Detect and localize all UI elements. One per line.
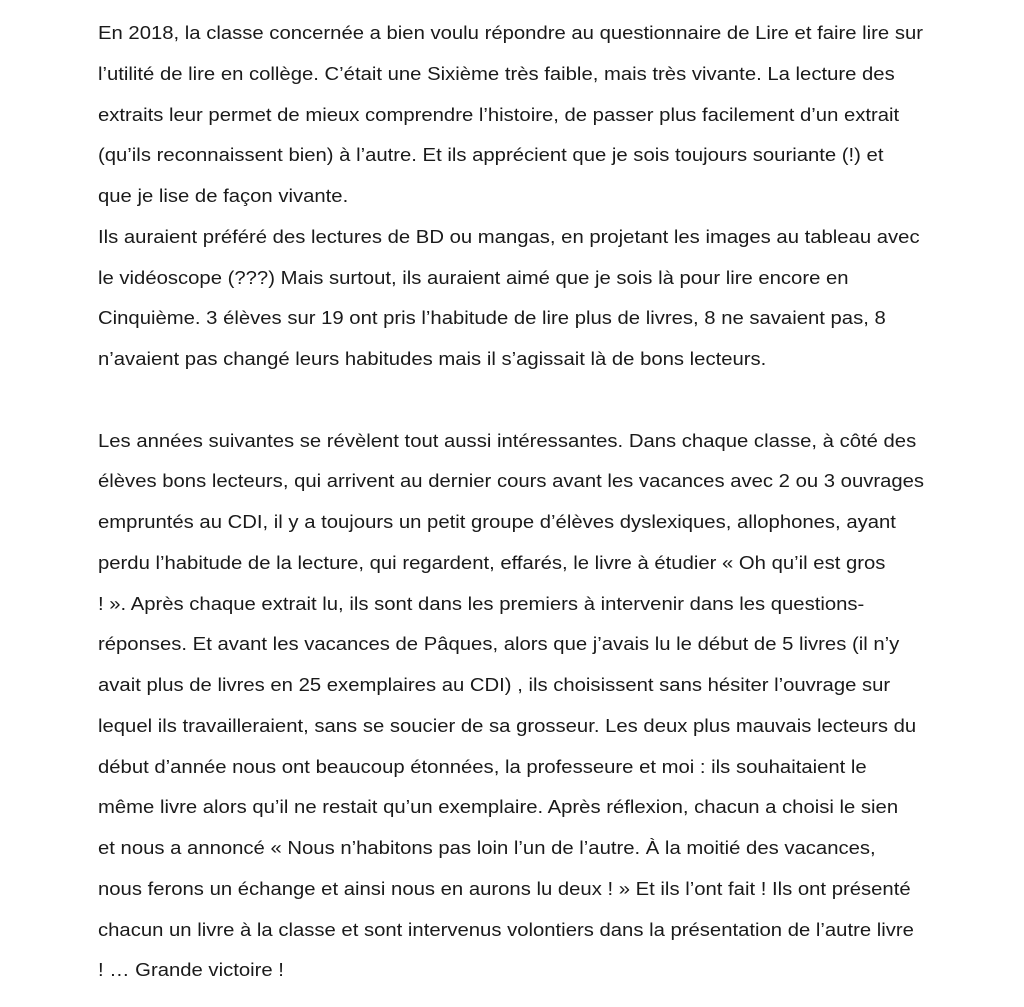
document-body bbox=[98, 13, 1024, 991]
text-line: que je lise de façon vivante. bbox=[98, 185, 349, 206]
text-line: Les années suivantes se révèlent tout aussi intéressantes. Dans chaque classe, à côté des bbox=[98, 429, 917, 451]
paragraph-2018-survey bbox=[98, 13, 1024, 380]
text-line: avait plus de livres en 25 exemplaires au CDI) , ils choisissent sans hésiter l’ouvrage sur bbox=[98, 674, 891, 695]
text-line: Cinquième. 3 élèves sur 19 ont pris l’habitude de lire plus de livres, 8 ne savaient pas, 8 bbox=[98, 307, 886, 329]
text-line: nous ferons un échange et ainsi nous en aurons lu deux ! » Et ils l’ont fait ! Ils ont présenté bbox=[98, 877, 911, 899]
text-line: et nous a annoncé « Nous n’habitons pas loin l’un de l’autre. À la moitié des vacances, bbox=[98, 837, 876, 858]
text-line: En 2018, la classe concernée a bien voulu répondre au questionnaire de Lire et faire lire sur bbox=[98, 22, 924, 43]
text-line: perdu l’habitude de la lecture, qui regardent, effarés, le livre à étudier « Oh qu’il est gros bbox=[98, 551, 886, 573]
text-line: début d’année nous ont beaucoup étonnées, la professeure et moi : ils souhaitaient le bbox=[98, 755, 867, 777]
text-line: empruntés au CDI, il y a toujours un petit groupe d’élèves dyslexiques, allophones, ayant bbox=[98, 511, 896, 532]
text-line: l’utilité de lire en collège. C’était une Sixième très faible, mais très vivante. La lecture des bbox=[98, 62, 895, 84]
text-line: élèves bons lecteurs, qui arrivent au dernier cours avant les vacances avec 2 ou 3 ouvrages bbox=[98, 470, 925, 492]
paragraph-following-years bbox=[98, 421, 1024, 992]
text-line: réponses. Et avant les vacances de Pâques, alors que j’avais lu le début de 5 livres (il n’y bbox=[98, 633, 900, 655]
text-line: n’avaient pas changé leurs habitudes mais il s’agissait là de bons lecteurs. bbox=[98, 348, 767, 369]
text-line: même livre alors qu’il ne restait qu’un exemplaire. Après réflexion, chacun a choisi le sien bbox=[98, 796, 899, 818]
text-line: extraits leur permet de mieux comprendre l’histoire, de passer plus facilement d’un extrait bbox=[98, 103, 900, 125]
text-line: ! ». Après chaque extrait lu, ils sont dans les premiers à intervenir dans les questions- bbox=[98, 592, 865, 614]
text-line: ! … Grande victoire ! bbox=[98, 959, 284, 981]
text-line: chacun un livre à la classe et sont intervenus volontiers dans la présentation de l’autre livre bbox=[98, 918, 914, 940]
text-line: le vidéoscope (???) Mais surtout, ils auraient aimé que je sois là pour lire encore en bbox=[98, 266, 849, 288]
text-line: Ils auraient préféré des lectures de BD ou mangas, en projetant les images au tableau avec bbox=[98, 225, 920, 247]
text-line: (qu’ils reconnaissent bien) à l’autre. Et ils apprécient que je sois toujours souriante (!) et bbox=[98, 144, 884, 166]
text-line: lequel ils travailleraient, sans se soucier de sa grosseur. Les deux plus mauvais lecteurs du bbox=[98, 714, 917, 736]
paragraph-spacer bbox=[98, 380, 1024, 421]
